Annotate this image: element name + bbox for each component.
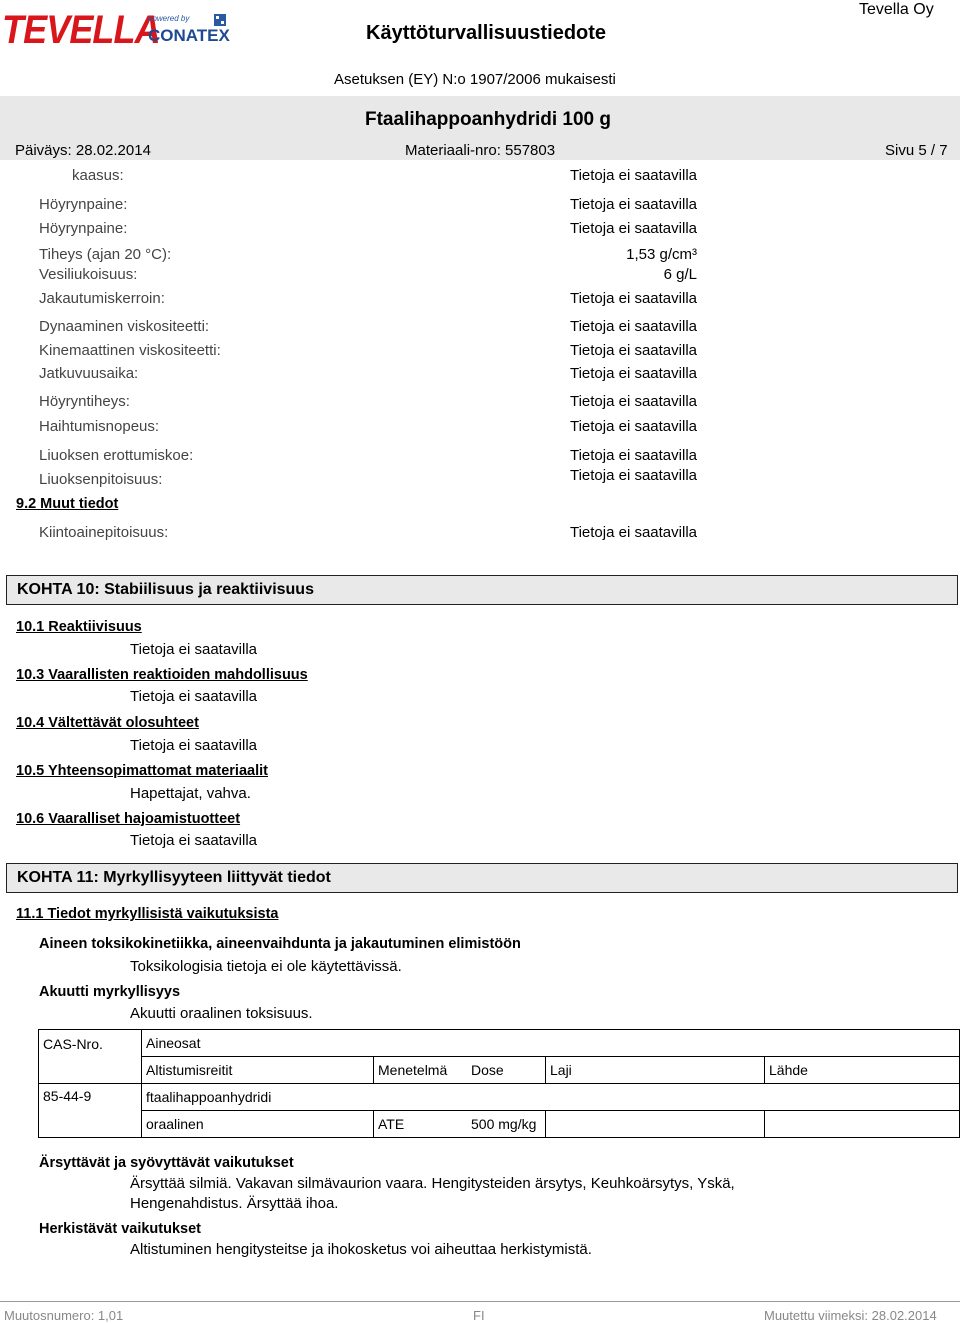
table-header-method: Menetelmä [374,1057,468,1084]
logo-brand: CONATEX [148,26,230,45]
table-row [39,1111,960,1138]
solids-content-value: Tietoja ei saatavilla [569,524,697,541]
property-value: Tietoja ei saatavilla [569,393,697,410]
property-label: Tiheys (ajan 20 °C): [39,246,172,263]
property-value: Tietoja ei saatavilla [569,290,697,307]
table-row [39,1030,960,1057]
section-11-title-bar [6,863,958,893]
section-10-title-bar [6,575,958,605]
property-label: Dynaaminen viskositeetti: [39,318,210,335]
logo-text: TEVELLA [2,8,160,52]
page-number: Sivu 5 / 7 [885,142,948,159]
table-cell-species [546,1111,765,1138]
irritation-heading: Ärsyttävät ja syövyttävät vaikutukset [39,1155,294,1171]
language-code: FI [473,1308,485,1323]
table-cell-substance: ftaalihappoanhydridi [142,1084,960,1111]
property-label: Liuoksen erottumiskoe: [39,447,194,464]
property-value: Tietoja ei saatavilla [569,167,697,184]
property-value: 1,53 g/cm³ [626,246,697,263]
property-value: Tietoja ei saatavilla [569,447,697,464]
property-value: Tietoja ei saatavilla [569,220,697,237]
last-modified: Muutettu viimeksi: 28.02.2014 [764,1308,937,1323]
section-10-4-text: Tietoja ei saatavilla [130,737,258,754]
logo [0,10,230,56]
page-footer [0,1301,960,1323]
property-label: Jatkuvuusaika: [39,365,139,382]
section-10-6-text: Tietoja ei saatavilla [130,832,258,849]
section-10-1-text: Tietoja ei saatavilla [130,641,258,658]
section-10-6-heading: 10.6 Vaaralliset hajoamistuotteet [16,811,241,827]
property-label: kaasus: [72,167,124,184]
property-label: Haihtumisnopeus: [39,418,160,435]
section-10-5-heading: 10.5 Yhteensopimattomat materiaalit [16,763,268,779]
property-value: Tietoja ei saatavilla [569,418,697,435]
property-label: Höyrynpaine: [39,220,128,237]
section-10-5-text: Hapettajat, vahva. [130,785,251,802]
document-date: Päiväys: 28.02.2014 [15,142,151,159]
property-label: Höyryntiheys: [39,393,130,410]
section-10-3-heading: 10.3 Vaarallisten reaktioiden mahdollisuus [16,667,308,683]
company-name: Tevella Oy [859,1,934,18]
table-row [39,1084,960,1111]
section-11-1-heading: 11.1 Tiedot myrkyllisistä vaikutuksista [16,906,279,922]
property-label: Höyrynpaine: [39,196,128,213]
table-cell-source [765,1111,960,1138]
table-row [39,1057,960,1084]
section-10-4-heading: 10.4 Vältettävät olosuhteet [16,715,199,731]
section-10-1-heading: 10.1 Reaktiivisuus [16,619,142,635]
irritation-text-line2: Hengenahdistus. Ärsyttää ihoa. [130,1195,339,1212]
table-cell-method: ATE [374,1111,468,1138]
irritation-text-line1: Ärsyttää silmiä. Vakavan silmävaurion vaara. Hengitysteiden ärsytys, Keuhkoärsytys, Yskä, [130,1175,735,1192]
table-cell-route: oraalinen [142,1111,374,1138]
property-value: Tietoja ei saatavilla [569,196,697,213]
table-header-source: Lähde [765,1057,960,1084]
revision-number: Muutosnumero: 1,01 [4,1308,124,1323]
property-label: Jakautumiskerroin: [39,290,165,307]
table-header-cas: CAS-Nro. [39,1030,142,1084]
sensitization-text: Altistuminen hengitysteitse ja ihokosketus voi aiheuttaa herkistymistä. [130,1241,592,1258]
property-label: Liuoksenpitoisuus: [39,471,163,488]
acute-toxicity-text: Akuutti oraalinen toksisuus. [130,1005,313,1022]
table-header-dose: Dose [467,1057,546,1084]
section-10-3-text: Tietoja ei saatavilla [130,688,258,705]
material-number: Materiaali-nro: 557803 [405,142,556,159]
property-value: Tietoja ei saatavilla [569,318,697,335]
document-title: Käyttöturvallisuustiedote [366,22,607,44]
property-value: Tietoja ei saatavilla [569,467,697,484]
property-value: 6 g/L [663,266,697,283]
toxicity-table [38,1029,960,1138]
regulation-text: Asetuksen (EY) N:o 1907/2006 mukaisesti [334,71,616,88]
section-11-title: KOHTA 11: Myrkyllisyyteen liittyvät tiedot [17,869,331,886]
table-cell-cas: 85-44-9 [39,1084,142,1138]
table-header-substance: Aineosat [142,1030,960,1057]
table-header-route: Altistumisreitit [142,1057,374,1084]
property-label: Kinemaattinen viskositeetti: [39,342,221,359]
property-label: Vesiliukoisuus: [39,266,138,283]
section-9-2-heading: 9.2 Muut tiedot [16,496,119,512]
property-value: Tietoja ei saatavilla [569,342,697,359]
table-cell-dose: 500 mg/kg [467,1111,546,1138]
acute-toxicity-heading: Akuutti myrkyllisyys [39,984,181,1000]
product-name: Ftaalihappoanhydridi 100 g [365,109,611,130]
solids-content-label: Kiintoainepitoisuus: [39,524,169,541]
section-10-title: KOHTA 10: Stabiilisuus ja reaktiivisuus [17,581,314,598]
toxicokinetics-text: Toksikologisia tietoja ei ole käytettävissä. [130,958,402,975]
table-header-species: Laji [546,1057,765,1084]
toxicokinetics-heading: Aineen toksikokinetiikka, aineenvaihdunta ja jakautuminen elimistöön [39,936,521,952]
logo-powered-by: powered by [148,14,190,23]
sensitization-heading: Herkistävät vaikutukset [39,1221,201,1237]
property-value: Tietoja ei saatavilla [569,365,697,382]
